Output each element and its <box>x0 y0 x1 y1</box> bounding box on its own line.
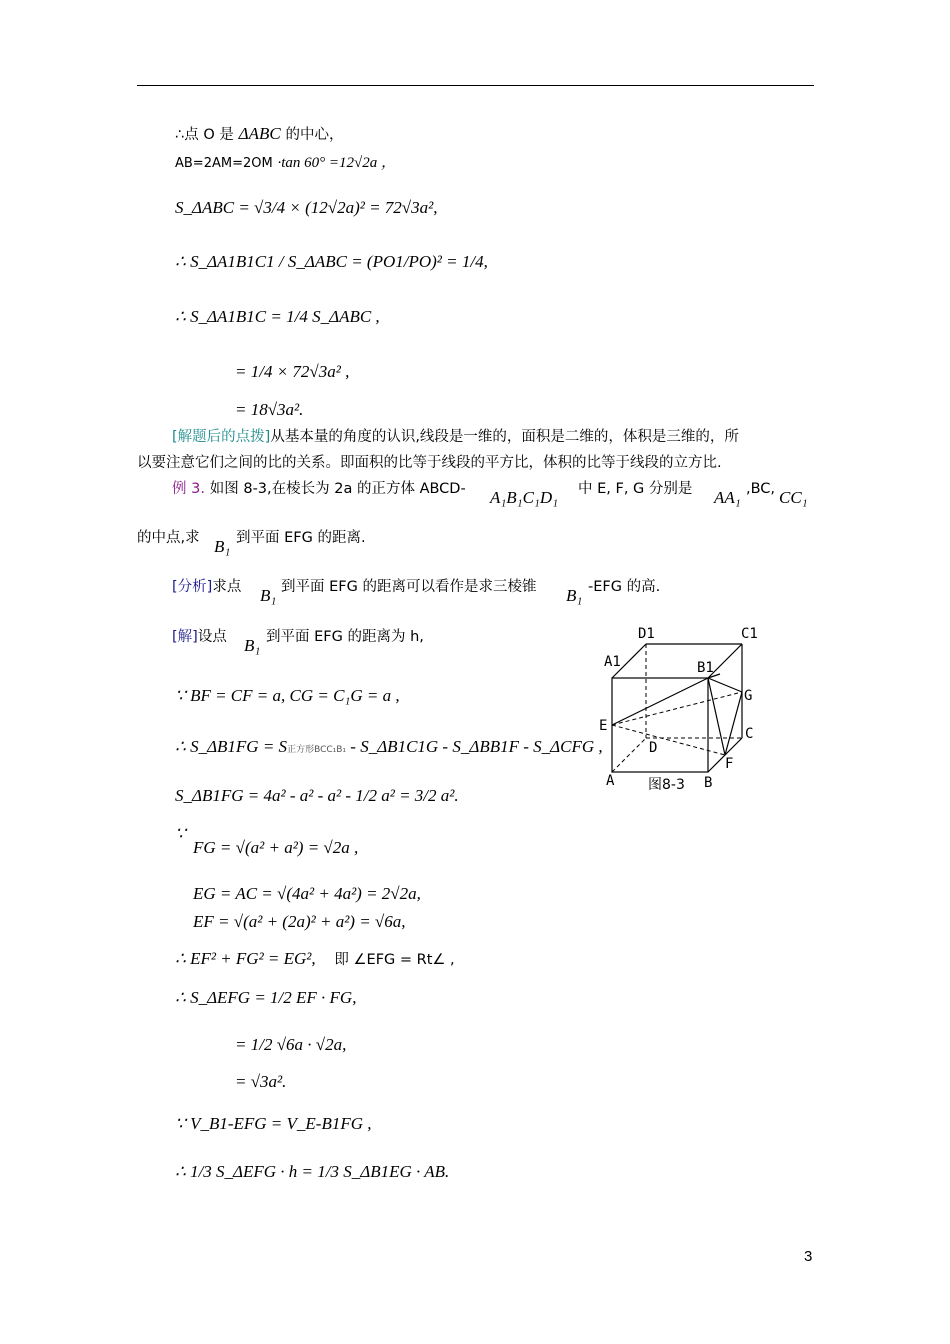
math-line <box>175 1114 372 1134</box>
label-d: D <box>649 740 658 756</box>
text-inline <box>236 527 366 548</box>
math-line <box>193 912 406 932</box>
math: B₁ <box>214 537 231 556</box>
example-label: 例 3. <box>172 481 205 497</box>
math-inline <box>260 586 276 606</box>
math-inline <box>244 636 260 656</box>
cube-figure <box>596 622 766 797</box>
text: -EFG 的高. <box>588 579 661 595</box>
text: 如图 8-3,在棱长为 2a 的正方体 ABCD- <box>209 481 466 497</box>
text: 的中点,求 <box>137 530 200 546</box>
analysis-label: [分析] <box>172 579 213 595</box>
segment-b1f <box>708 678 725 755</box>
text-inline <box>281 576 536 597</box>
text-line <box>175 152 396 174</box>
math: ∴ 1/3 S_ΔEFG · h = 1/3 S_ΔB1EG · AB. <box>175 1162 450 1181</box>
hidden-edge <box>612 738 646 772</box>
math-inline <box>490 488 558 508</box>
text: AB=2AM=2OM <box>175 156 273 171</box>
label-f: F <box>725 756 734 772</box>
solution-label: [解] <box>172 629 198 645</box>
text-inline <box>578 478 692 499</box>
text: 从基本量的角度的认识,线段是一维的，面积是二维的，体积是三维的，所 <box>270 429 739 445</box>
math: = 1/4 × 72√3a² , <box>235 362 350 381</box>
math: ∴ S_ΔB1FG = S <box>175 737 288 756</box>
math-line <box>235 400 303 420</box>
text: 到平面 EFG 的距离可以看作是求三棱锥 <box>281 579 537 595</box>
label-g: G <box>744 688 753 704</box>
tip-line-2 <box>137 452 722 473</box>
math-line <box>235 362 349 382</box>
math-inline <box>779 488 808 508</box>
segment-gf <box>725 692 742 755</box>
math: ∴ S_ΔEFG = 1/2 EF · FG, <box>175 988 357 1007</box>
solution-line <box>172 626 227 647</box>
text: 即 ∠EFG = Rt∠ , <box>334 952 455 968</box>
math: S_ΔABC = √3/4 × (12√2a)² = 72√3a², <box>175 198 438 217</box>
label-a1: A1 <box>604 654 621 670</box>
text-inline <box>266 626 424 647</box>
math-line <box>235 1072 286 1092</box>
math-line <box>175 988 356 1008</box>
segment-b1g <box>708 678 742 692</box>
page-number: 3 <box>804 1248 813 1265</box>
math: S_ΔB1FG = 4a² - a² - a² - 1/2 a² = 3/2 a². <box>175 786 459 805</box>
math: CC₁ <box>779 488 808 507</box>
example-line-1 <box>172 478 466 499</box>
math: = 1/2 √6a · √2a, <box>235 1035 347 1054</box>
math: = √3a². <box>235 1072 287 1091</box>
label-d1: D1 <box>638 626 655 642</box>
math: FG = √(a² + a²) = √2a , <box>193 838 359 857</box>
front-face <box>612 678 708 772</box>
math-line <box>175 252 488 272</box>
text: 到平面 EFG 的距离为 h, <box>266 629 424 645</box>
math-triangle-abc: ΔABC <box>238 124 281 143</box>
math-line <box>175 737 603 760</box>
tip-line-1 <box>172 426 739 447</box>
tip-label: [解题后的点拨] <box>172 429 271 445</box>
header-rule <box>137 85 814 86</box>
text: 到平面 EFG 的距离. <box>236 530 366 546</box>
math: - S_ΔB1C1G - S_ΔBB1F - S_ΔCFG , <box>346 737 603 756</box>
label-c1: C1 <box>741 626 758 642</box>
math: B₁ <box>566 586 583 605</box>
text-line <box>175 124 344 145</box>
math: B₁ <box>244 636 261 655</box>
example-line-2 <box>137 527 200 548</box>
math: EF = √(a² + (2a)² + a²) = √6a, <box>193 912 406 931</box>
math: ·tan 60° =12√2a ， <box>277 155 397 171</box>
text-inline <box>746 478 775 499</box>
math-line <box>175 786 459 806</box>
math: = 18√3a². <box>235 400 304 419</box>
math-line <box>175 1162 449 1182</box>
label-a: A <box>606 773 615 789</box>
math-inline <box>566 586 582 606</box>
label-b1: B1 <box>697 660 714 676</box>
label-b: B <box>704 775 713 791</box>
math-line <box>175 686 400 706</box>
figure-caption: 图8-3 <box>648 777 685 793</box>
text: ,BC, <box>746 481 776 497</box>
math-inline <box>214 537 230 557</box>
math: A₁B₁C₁D₁ <box>490 488 559 507</box>
label-c: C <box>745 726 754 742</box>
text: 的中心， <box>285 127 344 143</box>
math-line <box>175 949 455 970</box>
text-inline <box>588 576 660 597</box>
math-line <box>175 307 380 327</box>
math: ∵ V_B1-EFG = V_E-B1FG , <box>175 1114 372 1133</box>
math-line <box>193 838 358 858</box>
analysis-line <box>172 576 241 597</box>
segment-eb1 <box>612 678 708 725</box>
math: AA₁ <box>714 488 741 507</box>
math: ∴ S_ΔA1B1C1 / S_ΔABC = (PO1/PO)² = 1/4, <box>175 252 488 271</box>
text: 以要注意它们之间的比的关系。即面积的比等于线段的平方比，体积的比等于线段的立方比. <box>137 455 722 471</box>
math-line <box>175 824 186 844</box>
math: B₁ <box>260 586 277 605</box>
math: ∵ BF = CF = a, CG = C₁G = a , <box>175 686 400 705</box>
math-line <box>193 884 421 904</box>
text: 求点 <box>212 579 242 595</box>
math: ∴ S_ΔA1B1C = 1/4 S_ΔABC , <box>175 307 380 326</box>
label-e: E <box>599 718 608 734</box>
math: EG = AC = √(4a² + 4a²) = 2√2a, <box>193 884 421 903</box>
text: 设点 <box>197 629 227 645</box>
math: ∴ EF² + FG² = EG², <box>175 949 316 968</box>
math: ∵ <box>175 824 186 843</box>
subscript-text: 正方形BCC₁B₁ <box>287 745 347 755</box>
math-inline <box>714 488 741 508</box>
text: 中 E, F, G 分别是 <box>578 481 693 497</box>
text: ∴点 O 是 <box>175 127 234 143</box>
math-line <box>235 1035 346 1055</box>
segment-eg <box>612 692 742 725</box>
math-line <box>175 198 437 218</box>
